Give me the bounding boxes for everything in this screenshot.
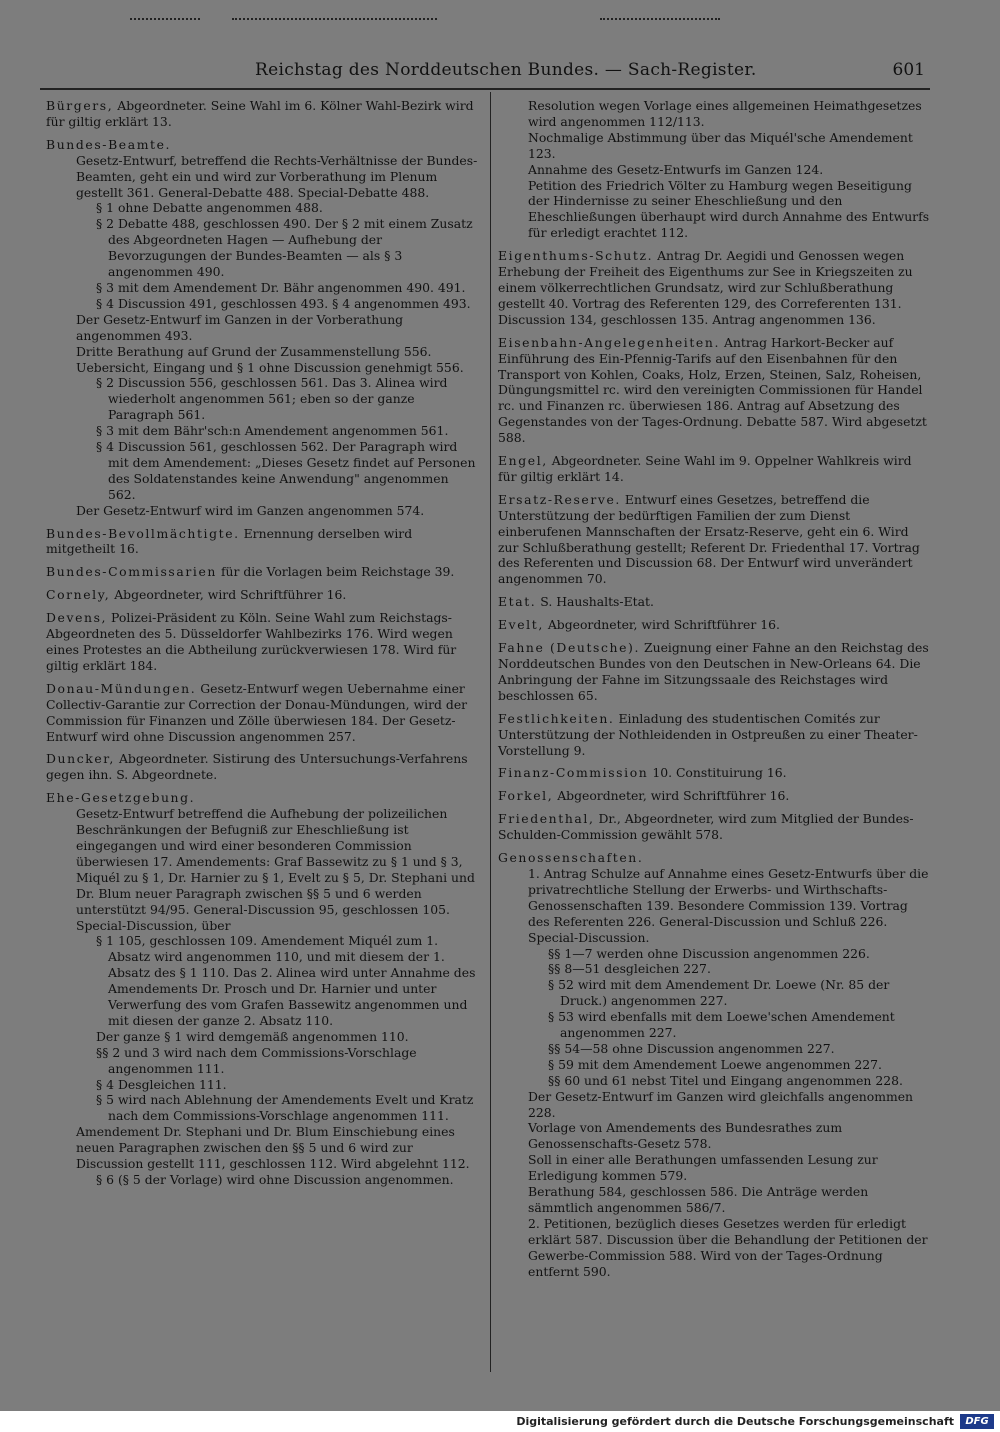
entry-text: Vorlage von Amendements des Bundesrathes zum Genossenschafts-Gesetz 578. <box>528 1120 843 1152</box>
entry-text: Uebersicht, Eingang und § 1 ohne Discussion genehmigt 556. <box>76 359 464 375</box>
entry-text: §§ 1—7 werden ohne Discussion angenommen 226. <box>548 945 870 961</box>
index-entry <box>46 137 478 519</box>
entry-text: 2. Petitionen, bezüglich dieses Gesetzes werden für erledigt erklärt 587. Discussion über die Behandlung der Petitionen der Gewerbe-Commission 588. Wird von der Tages-Ordnung entfernt 590. <box>528 1215 928 1279</box>
entry-text: Gesetz-Entwurf, betreffend die Rechts-Verhältnisse der Bundes-Beamten, geht ein und wird zur Vorberathung im Plenum gestellt 361. General-Debatte 488. Special-Debatte 488. <box>76 152 478 200</box>
entry-text: Abgeordneter, wird Schriftführer 16. <box>547 617 780 633</box>
index-entry <box>498 811 930 843</box>
index-entry <box>46 564 478 580</box>
entry-text: § 2 Discussion 556, geschlossen 561. Das 3. Alinea wird wiederholt angenommen 561; eben so der ganze Paragraph 561. <box>96 375 448 423</box>
entry-gap <box>46 130 478 137</box>
entry-heading: Genossenschaften. <box>498 850 644 866</box>
index-entry <box>46 751 478 783</box>
index-entry <box>498 98 930 241</box>
entry-text: Abgeordneter, wird Schriftführer 16. <box>557 788 790 804</box>
index-entry <box>498 765 930 781</box>
entry-text: §§ 2 und 3 wird nach dem Commissions-Vorschlage angenommen 111. <box>96 1044 417 1076</box>
entry-text: § 1 105, geschlossen 109. Amendement Miquél zum 1. Absatz wird angenommen 110, und mit diesem der 1. Absatz des § 1 110. Das 2. Alinea wird unter Annahme des Amendements Dr. Prosch und Dr. Harnier und unter Verwerfung des vom Grafen Bassewitz angenommen und mit diesen der ganze 2. Absatz 110. <box>96 933 476 1028</box>
entry-text: Der Gesetz-Entwurf im Ganzen wird gleichfalls angenommen 228. <box>528 1088 914 1120</box>
right-column <box>498 98 930 1287</box>
index-entry <box>498 248 930 328</box>
entry-text: Entwurf eines Gesetzes, betreffend die Unterstützung der bedürftigen Familien der zum Dienst einberufenen Mannschaften der Ersatz-Reserve, geht ein 6. Wird zur Schlußberathung gestellt; Referent Dr. Friedenthal 17. Vortrag des Referenten und Discussion 68. Der Entwurf wird unverändert angenommen 70. <box>498 491 920 587</box>
entry-gap <box>498 328 930 335</box>
entry-gap <box>46 519 478 526</box>
entry-text: Soll in einer alle Berathungen umfassenden Lesung zur Erledigung kommen 579. <box>528 1152 878 1184</box>
index-entry <box>498 453 930 485</box>
entry-text: Gesetz-Entwurf wegen Uebernahme einer Collectiv-Garantie zur Correction der Donau-Mündungen, wird der Commission für Finanzen und Zölle überwiesen 184. Der Gesetz-Entwurf wird ohne Discussion angenommen 257. <box>46 680 468 744</box>
entry-gap <box>498 1280 930 1287</box>
entry-text: § 5 wird nach Ablehnung der Amendements Evelt und Kratz nach dem Commissions-Vorschlage angenommen 111. <box>96 1092 474 1124</box>
footer-credit: Digitalisierung gefördert durch die Deutsche Forschungsgemeinschaft <box>516 1415 954 1428</box>
entry-heading: Devens, <box>46 610 108 626</box>
entry-text: Abgeordneter. Seine Wahl im 6. Kölner Wahl-Bezirk wird für giltig erklärt 13. <box>46 98 474 129</box>
entry-text: § 4 Discussion 561, geschlossen 562. Der Paragraph wird mit dem Amendement: „Dieses Gesetz findet auf Personen des Soldatenstandes keine Anwendung" angenommen 562. <box>96 439 476 502</box>
entry-text: Dr., Abgeordneter, wird zum Mitglied der Bundes-Schulden-Commission gewählt 578. <box>498 811 914 843</box>
entry-text: für die Vorlagen beim Reichstage 39. <box>220 564 455 580</box>
header-title: Reichstag des Norddeutschen Bundes. — Sach-Register. <box>255 60 757 80</box>
running-header <box>255 58 925 88</box>
index-entry <box>46 587 478 603</box>
index-entry <box>46 790 478 1188</box>
entry-text: § 6 (§ 5 der Vorlage) wird ohne Discussion angenommen. <box>96 1172 454 1187</box>
index-entry <box>498 640 930 704</box>
entry-text: § 4 Discussion 491, geschlossen 493. § 4 angenommen 493. <box>96 295 471 311</box>
entry-gap <box>46 674 478 681</box>
entry-gap <box>498 804 930 811</box>
entry-text: Berathung 584, geschlossen 586. Die Anträge werden sämmtlich angenommen 586/7. <box>528 1184 869 1215</box>
entry-text: Der Gesetz-Entwurf im Ganzen in der Vorberathung angenommen 493. <box>76 311 404 343</box>
entry-heading: Etat. <box>498 594 537 610</box>
footer <box>0 1411 1000 1432</box>
entry-text: 10. Constituirung 16. <box>652 765 787 781</box>
entry-heading: Festlichkeiten. <box>498 710 615 726</box>
entry-text: Ernennung derselben wird mitgetheilt 16. <box>46 525 413 557</box>
entry-gap <box>498 781 930 788</box>
index-entry <box>498 492 930 587</box>
entry-text: § 3 mit dem Bähr'sch:n Amendement angenommen 561. <box>96 423 449 439</box>
entry-text: § 53 wird ebenfalls mit dem Loewe'schen Amendement angenommen 227. <box>548 1009 895 1041</box>
index-entry <box>46 681 478 745</box>
entry-heading: Bundes-Beamte. <box>46 136 172 152</box>
entry-gap <box>498 843 930 850</box>
entry-text: Der ganze § 1 wird demgemäß angenommen 110. <box>96 1028 409 1044</box>
scan-edge-mark <box>130 18 200 20</box>
entry-text: 1. Antrag Schulze auf Annahme eines Gesetz-Entwurfs über die privatrechtliche Stellung der Erwerbs- und Wirthschafts-Genossenschaften 139. Besondere Commission 139. Vortrag des Referenten 226. General-Discussion und Schluß 226. Special-Discussion. <box>528 865 929 945</box>
entry-gap <box>46 783 478 790</box>
entry-gap <box>46 580 478 587</box>
entry-heading: Forkel, <box>498 788 554 804</box>
entry-text: Antrag Harkort-Becker auf Einführung des Ein-Pfennig-Tarifs auf den Eisenbahnen für den Transport von Kohlen, Coaks, Holz, Erzen, Steinen, Salz, Roheisen, Düngungsmittel rc. wird den vereinigten Commissionen für Handel rc. und Finanzen rc. überwiesen 186. Antrag auf Absetzung des Gegenstandes von der Tages-Ordnung. Debatte 587. Wird abgesetzt 588. <box>498 334 927 446</box>
entry-text: Nochmalige Abstimmung über das Miquél'sche Amendement 123. <box>528 129 913 161</box>
entry-text: § 52 wird mit dem Amendement Dr. Loewe (Nr. 85 der Druck.) angenommen 227. <box>548 977 890 1009</box>
header-rule <box>40 88 930 90</box>
column-divider <box>490 92 491 1372</box>
entry-text: § 4 Desgleichen 111. <box>96 1076 227 1092</box>
left-column <box>46 98 478 1195</box>
entry-text: Abgeordneter. Seine Wahl im 9. Oppelner Wahlkreis wird für giltig erklärt 14. <box>498 453 912 484</box>
entry-gap <box>498 587 930 594</box>
entry-text: §§ 8—51 desgleichen 227. <box>548 961 711 977</box>
entry-text: Einladung des studentischen Comités zur Unterstützung der Nothleidenden in Ostpreußen zu einer Theater-Vorstellung 9. <box>498 710 918 758</box>
index-entry <box>498 335 930 446</box>
entry-gap <box>498 610 930 617</box>
entry-gap <box>498 704 930 711</box>
entry-text: Abgeordneter. Sistirung des Untersuchungs-Verfahrens gegen ihn. S. Abgeordnete. <box>46 751 468 783</box>
entry-text: Der Gesetz-Entwurf wird im Ganzen angenommen 574. <box>76 502 425 518</box>
entry-text: Polizei-Präsident zu Köln. Seine Wahl zum Reichstags-Abgeordneten des 5. Düsseldorfer Wahlbezirks 176. Wird wegen eines Protestes an die Abtheilung zurückverwiesen 178. Wird für giltig erklärt 184. <box>46 610 457 673</box>
entry-heading: Engel, <box>498 453 548 469</box>
entry-gap <box>498 446 930 453</box>
entry-text: Antrag Dr. Aegidi und Genossen wegen Erhebung der Freiheit des Eigenthums zur See in Kriegszeiten zu einem völkerrechtlichen Grundsatz, wird zur Schlußberathung gestellt 40. Vortrag des Referenten 129, des Correferenten 131. Discussion 134, geschlossen 135. Antrag angenommen 136. <box>498 248 913 327</box>
entry-heading: Eisenbahn-Angelegenheiten. <box>498 334 720 350</box>
entry-gap <box>46 603 478 610</box>
entry-text: Dritte Berathung auf Grund der Zusammenstellung 556. <box>76 343 432 359</box>
entry-text: § 2 Debatte 488, geschlossen 490. Der § 2 mit einem Zusatz des Abgeordneten Hagen — Aufhebung der Bevorzugungen der Bundes-Beamten — als § 3 angenommen 490. <box>96 216 473 280</box>
entry-heading: Duncker, <box>46 751 115 767</box>
entry-text: Abgeordneter, wird Schriftführer 16. <box>114 587 347 603</box>
entry-gap <box>498 758 930 765</box>
entry-heading: Donau-Mündungen. <box>46 680 197 696</box>
index-entry <box>498 617 930 633</box>
entry-text: § 1 ohne Debatte angenommen 488. <box>96 200 323 216</box>
entry-text: Petition des Friedrich Völter zu Hamburg wegen Beseitigung der Hindernisse zu seiner Eheschließung und den Eheschließungen überhaupt wird durch Annahme des Entwurfs für erledigt erachtet 112. <box>528 177 930 241</box>
index-entry <box>498 711 930 759</box>
index-entry <box>46 526 478 558</box>
entry-text: § 3 mit dem Amendement Dr. Bähr angenommen 490. 491. <box>96 279 466 295</box>
scan-edge-mark <box>600 18 720 20</box>
entry-gap <box>498 241 930 248</box>
index-entry <box>498 594 930 610</box>
index-entry <box>46 610 478 674</box>
entry-heading: Cornely, <box>46 587 111 603</box>
entry-gap <box>46 1188 478 1195</box>
index-entry <box>46 98 478 130</box>
entry-heading: Bundes-Commissarien <box>46 564 217 580</box>
entry-text: Gesetz-Entwurf betreffend die Aufhebung der polizeilichen Beschränkungen der Befugniß zur Eheschließung ist eingegangen und wird einer besonderen Commission überwiesen 17. Amendements: Graf Bassewitz zu § 1 und § 3, Miquél zu § 1, Dr. Harnier zu § 1, Evelt zu § 5, Dr. Stephani und Dr. Blum neuer Paragraph zwischen §§ 5 und 6 werden unterstützt 94/95. General-Discussion 95, geschlossen 105. Special-Discussion, über <box>76 806 475 933</box>
entry-text: Annahme des Gesetz-Entwurfs im Ganzen 124. <box>528 161 824 177</box>
entry-heading: Eigenthums-Schutz. <box>498 248 654 264</box>
entry-gap <box>46 557 478 564</box>
entry-heading: Evelt, <box>498 617 544 633</box>
entry-gap <box>498 633 930 640</box>
entry-heading: Bundes-Bevollmächtigte. <box>46 525 240 541</box>
entry-text: Amendement Dr. Stephani und Dr. Blum Einschiebung eines neuen Paragraphen zwischen den §§ 5 und 6 wird zur Discussion gestellt 111, geschlossen 112. Wird abgelehnt 112. <box>76 1124 470 1172</box>
entry-heading: Ehe-Gesetzgebung. <box>46 790 196 806</box>
entry-text: §§ 60 und 61 nebst Titel und Eingang angenommen 228. <box>548 1072 903 1088</box>
entry-gap <box>46 744 478 751</box>
entry-text: § 59 mit dem Amendement Loewe angenommen 227. <box>548 1056 882 1072</box>
dfg-logo: DFG <box>960 1414 994 1429</box>
entry-heading: Ersatz-Reserve. <box>498 491 621 507</box>
page-number: 601 <box>892 60 925 80</box>
entry-heading: Finanz-Commission <box>498 765 649 781</box>
entry-text: Zueignung einer Fahne an den Reichstag des Norddeutschen Bundes von den Deutschen in New-Orleans 64. Die Anbringung der Fahne im Sitzungssaale des Reichstages wird beschlossen 65. <box>498 640 929 703</box>
index-entry <box>498 850 930 1279</box>
entry-text: §§ 54—58 ohne Discussion angenommen 227. <box>548 1040 835 1056</box>
entry-gap <box>498 485 930 492</box>
entry-text: Resolution wegen Vorlage eines allgemeinen Heimathgesetzes wird angenommen 112/113. <box>528 98 922 129</box>
entry-heading: Bürgers, <box>46 98 114 113</box>
scan-edge-mark <box>232 18 437 20</box>
index-entry <box>498 788 930 804</box>
entry-text: S. Haushalts-Etat. <box>540 594 654 610</box>
entry-heading: Fahne (Deutsche). <box>498 640 641 656</box>
entry-heading: Friedenthal, <box>498 811 595 827</box>
